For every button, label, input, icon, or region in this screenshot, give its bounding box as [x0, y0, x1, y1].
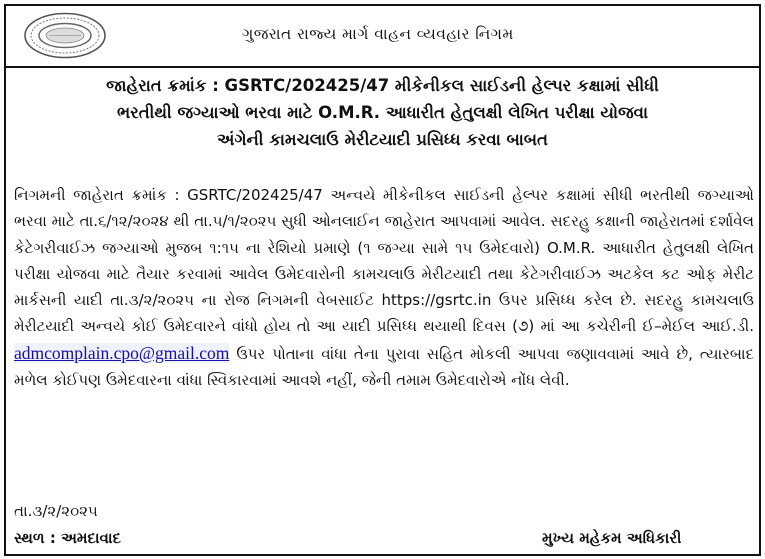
- body-text-after-email: ઉપર પોતાના વાંધા તેના પુરાવા સહિત મોકલી આપવા જણાવવામાં આવે છે, ત્યારબાદ મળેલ કોઈપણ ઉમેદવારના વાંધા સ્વિકારવામાં આવશે નહીં, જેની તમામ ઉમેદવારોએ નોંધ લેવી.: [14, 344, 754, 390]
- signing-officer: મુખ્ય મહેકમ અધિકારી: [542, 529, 682, 547]
- body-text-before-email: નિગમની જાહેરાત ક્રમાંક : GSRTC/202425/47 અન્વયે મીકેનીકલ સાઈડની હેલ્પર કક્ષામાં સીધી ભરતીથી જગ્યાઓ ભરવા માટે તા.૬/૧૨/૨૦૨૪ થી તા.૫/૧/૨૦૨૫ સુધી ઓનલાઈન જાહેરાત આપવામાં આવેલ. સદરહુ કક્ષાની જાહેરાતમાં દર્શાવેલ કેટેગરીવાઈઝ જગ્યાઓ મુજબ ૧:૧૫ ના રેશિયો પ્રમાણે (૧ જગ્યા સામે ૧૫ ઉમેદવારો) O.M.R. આધારીત હેતુલક્ષી લેખિત પરીક્ષા યોજવા માટે તૈયાર કરવામાં આવેલ ઉમેદવારોની કામચલાઉ મેરીટયાદી તથા કેટેગરીવાઈઝ અટકેલ કટ ઓફ મેરીટ માર્કસની યાદી તા.૩/૨/૨૦૨૫ ના રોજ નિગમની વેબસાઈટ https://gsrtc.in ઉપર પ્રસિધ્ધ કરેલ છે. સદરહુ કામચલાઉ મેરીટયાદી અન્વયે કોઈ ઉમેદવારને વાંધો હોય તો આ યાદી પ્રસિધ્ધ થયાથી દિવસ (૭) માં આ કચેરીની ઈ–મેઈલ આઈ.ડી.: [14, 186, 754, 336]
- notice-title: [14, 72, 751, 153]
- notice-date: તા.૩/૨/૨૦૨૫: [14, 502, 98, 520]
- org-name: ગુજરાત રાજ્ય માર્ગ વાહન વ્યવહાર નિગમ: [242, 25, 514, 43]
- title-line-1: જાહેરાત ક્રમાંક : GSRTC/202425/47 મીકેનીકલ સાઈડની હેલ્પર કક્ષામાં સીધી: [106, 76, 659, 95]
- title-line-3: અંગેની કામચલાઉ મેરીટયાદી પ્રસિધ્ધ કરવા બાબત: [217, 130, 548, 149]
- notice-body: [14, 182, 754, 393]
- notice-place: સ્થળ : અમદાવાદ: [14, 529, 121, 547]
- notice-frame: [4, 4, 761, 556]
- title-line-2: ભરતીથી જગ્યાઓ ભરવા માટે O.M.R. આધારીત હેતુલક્ષી લેખિત પરીક્ષા યોજવા: [117, 103, 648, 122]
- gsrtc-seal-icon: [22, 11, 108, 60]
- notice-header: [6, 6, 759, 68]
- complaint-email-link[interactable]: admcomplain.cpo@gmail.com: [14, 342, 230, 363]
